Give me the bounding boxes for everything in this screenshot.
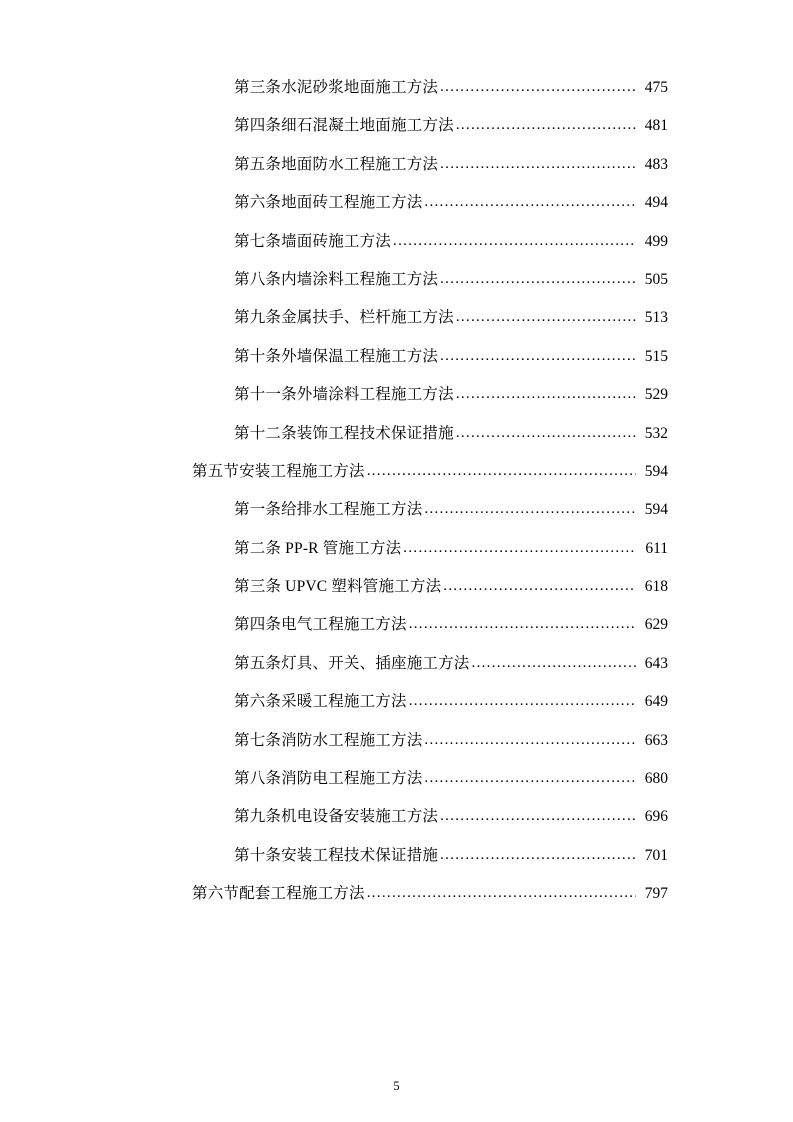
- toc-entry-title: 第三条 UPVC 塑料管施工方法: [234, 578, 442, 596]
- toc-entry-page: 505: [644, 270, 668, 288]
- toc-entry-page: 680: [644, 770, 668, 788]
- toc-leader-dots: [440, 272, 636, 287]
- toc-leader-dots: [440, 349, 636, 364]
- toc-leader-dots: [409, 694, 636, 709]
- toc-entry-title: 第三条水泥砂浆地面施工方法: [234, 79, 439, 96]
- toc-entry-page: 499: [644, 232, 668, 250]
- toc-entry[interactable]: [148, 809, 668, 825]
- toc-entry[interactable]: [148, 310, 668, 326]
- toc-entry[interactable]: [148, 848, 668, 864]
- toc-entry[interactable]: [148, 771, 668, 787]
- toc-entry-title: 第六节配套工程施工方法: [192, 885, 365, 903]
- table-of-contents: [148, 80, 668, 925]
- toc-leader-dots: [456, 426, 636, 441]
- toc-entry-page: 649: [644, 693, 668, 711]
- toc-entry-title: 第十二条装饰工程技术保证措施: [234, 424, 454, 442]
- toc-entry[interactable]: [148, 272, 668, 288]
- toc-entry-page: 483: [644, 155, 668, 173]
- toc-entry-page: 481: [644, 117, 668, 135]
- toc-entry-title: 第七条消防水工程施工方法: [234, 731, 423, 749]
- toc-entry[interactable]: [148, 157, 668, 173]
- toc-entry-title: 第五条灯具、开关、插座施工方法: [234, 654, 470, 672]
- toc-entry[interactable]: [148, 886, 668, 902]
- toc-entry[interactable]: [148, 464, 668, 480]
- page-number: 5: [393, 1079, 400, 1093]
- toc-entry-page: 643: [644, 654, 668, 672]
- toc-entry[interactable]: [148, 579, 668, 595]
- toc-entry[interactable]: [148, 733, 668, 749]
- toc-entry-title: 第五节安装工程施工方法: [192, 462, 365, 480]
- toc-entry-title: 第十条外墙保温工程施工方法: [234, 347, 439, 365]
- toc-entry-title: 第十条安装工程技术保证措施: [234, 846, 439, 864]
- toc-entry-page: 701: [644, 846, 668, 864]
- toc-entry-title: 第六条地面砖工程施工方法: [234, 194, 423, 212]
- toc-entry[interactable]: [148, 349, 668, 365]
- toc-entry[interactable]: [148, 195, 668, 211]
- toc-leader-dots: [367, 886, 636, 901]
- toc-entry-page: 611: [645, 539, 668, 557]
- toc-leader-dots: [440, 80, 636, 95]
- toc-leader-dots: [440, 157, 636, 172]
- toc-leader-dots: [424, 733, 636, 748]
- toc-leader-dots: [424, 771, 636, 786]
- toc-entry-title: 第四条电气工程施工方法: [234, 616, 407, 634]
- toc-leader-dots: [456, 310, 636, 325]
- toc-entry-page: 532: [644, 424, 668, 442]
- toc-entry[interactable]: [148, 541, 668, 557]
- toc-leader-dots: [440, 809, 636, 824]
- toc-leader-dots: [456, 118, 636, 133]
- toc-entry-page: 618: [644, 578, 668, 596]
- toc-entry-page: 529: [644, 386, 668, 404]
- toc-entry-page: 629: [644, 616, 668, 634]
- toc-leader-dots: [424, 195, 636, 210]
- toc-leader-dots: [472, 656, 636, 671]
- toc-entry[interactable]: [148, 387, 668, 403]
- toc-leader-dots: [440, 848, 636, 863]
- toc-entry-page: 594: [644, 462, 668, 480]
- toc-entry[interactable]: [148, 617, 668, 633]
- toc-entry[interactable]: [148, 426, 668, 442]
- toc-entry[interactable]: [148, 656, 668, 672]
- toc-entry-title: 第九条金属扶手、栏杆施工方法: [234, 309, 454, 327]
- toc-entry-title: 第七条墙面砖施工方法: [234, 232, 392, 250]
- toc-entry-title: 第六条采暖工程施工方法: [234, 693, 407, 711]
- toc-entry-page: 494: [644, 194, 668, 212]
- toc-leader-dots: [443, 579, 636, 594]
- toc-entry-title: 第九条机电设备安装施工方法: [234, 808, 439, 826]
- toc-entry-title: 第八条内墙涂料工程施工方法: [234, 270, 439, 288]
- toc-leader-dots: [424, 502, 636, 517]
- toc-entry-title: 第一条给排水工程施工方法: [234, 501, 423, 519]
- toc-entry-page: 515: [644, 347, 668, 365]
- toc-leader-dots: [409, 617, 636, 632]
- toc-entry-title: 第四条细石混凝土地面施工方法: [234, 117, 454, 135]
- toc-entry-page: 475: [644, 79, 668, 96]
- toc-leader-dots: [367, 464, 636, 479]
- toc-entry-title: 第十一条外墙涂料工程施工方法: [234, 386, 454, 404]
- toc-leader-dots: [393, 234, 636, 249]
- toc-entry-title: 第八条消防电工程施工方法: [234, 770, 423, 788]
- toc-leader-dots: [456, 387, 636, 402]
- toc-entry-title: 第二条 PP-R 管施工方法: [234, 539, 402, 557]
- toc-entry[interactable]: [148, 694, 668, 710]
- toc-entry[interactable]: [148, 118, 668, 134]
- toc-leader-dots: [403, 541, 636, 556]
- toc-entry-title: 第五条地面防水工程施工方法: [234, 155, 439, 173]
- toc-entry-page: 663: [644, 731, 668, 749]
- toc-entry[interactable]: [148, 234, 668, 250]
- toc-entry-page: 594: [644, 501, 668, 519]
- toc-entry-page: 797: [644, 885, 668, 903]
- toc-entry[interactable]: [148, 502, 668, 518]
- toc-entry[interactable]: [148, 80, 668, 96]
- toc-entry-page: 696: [644, 808, 668, 826]
- toc-entry-page: 513: [644, 309, 668, 327]
